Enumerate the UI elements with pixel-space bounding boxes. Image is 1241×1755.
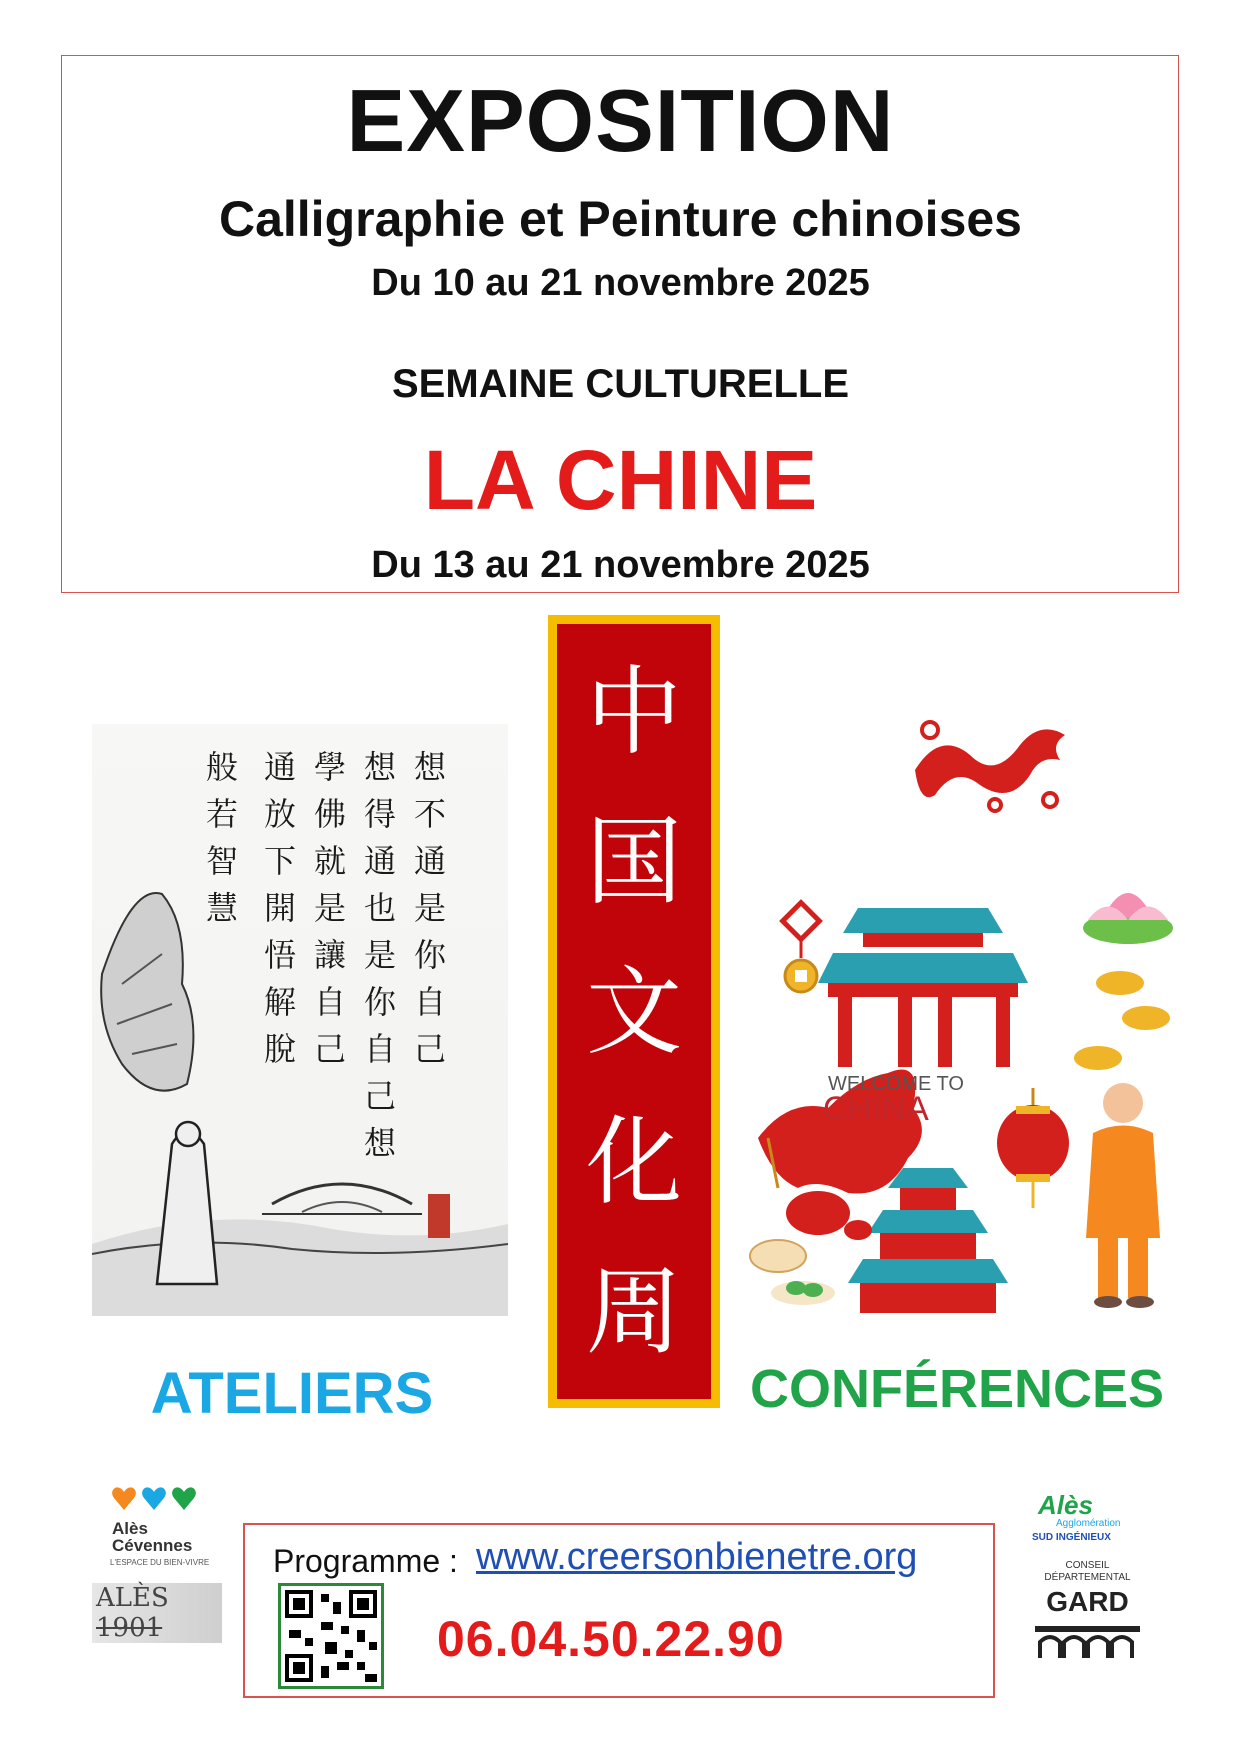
calligraphy-painting bbox=[92, 724, 508, 1316]
conferences-heading: CONFÉRENCES bbox=[750, 1359, 1165, 1419]
ink-landscape-illustration bbox=[92, 724, 508, 1316]
contact-phone: 06.04.50.22.90 bbox=[437, 1611, 785, 1667]
programme-label: Programme : bbox=[273, 1543, 458, 1579]
ales-cevennes-line2: Cévennes bbox=[112, 1536, 193, 1555]
agglo-name: Alès bbox=[1038, 1490, 1093, 1520]
programme-website-link[interactable]: www.creersonbienetre.org bbox=[476, 1536, 918, 1578]
ales-cevennes-line1: Alès bbox=[112, 1519, 148, 1538]
calligraphy-column: 學 佛 就 是 讓 自 己 bbox=[313, 748, 346, 1068]
banner-character: 国 bbox=[586, 806, 682, 918]
conseil-departemental-gard-logo bbox=[1030, 1556, 1145, 1666]
theme-title: LA CHINE bbox=[423, 433, 818, 527]
calligraphy-column: 想 不 通 是 你 自 己 bbox=[413, 748, 446, 1068]
ateliers-heading: ATELIERS bbox=[150, 1361, 434, 1426]
calligraphy-column: 想 得 通 也 是 你 自 己 想 bbox=[363, 748, 396, 1162]
gard-line2: DÉPARTEMENTAL bbox=[1044, 1572, 1131, 1583]
ales-1901-logo bbox=[92, 1583, 222, 1643]
chinese-culture-week-banner bbox=[548, 615, 720, 1408]
semaine-culturelle-label: SEMAINE CULTURELLE bbox=[391, 362, 850, 406]
china-label: CHINA bbox=[823, 1090, 929, 1128]
china-landmarks-illustration bbox=[748, 858, 1180, 1320]
red-dragon-icon bbox=[900, 700, 1080, 820]
welcome-to-label: WELCOME TO bbox=[828, 1073, 964, 1095]
ales-cevennes-tagline: L'ESPACE DU BIEN-VIVRE bbox=[110, 1558, 210, 1567]
semaine-dates: Du 13 au 21 novembre 2025 bbox=[371, 544, 870, 586]
poster-subtitle: Calligraphie et Peinture chinoises bbox=[218, 191, 1022, 247]
poster-title: EXPOSITION bbox=[346, 71, 895, 170]
ales1901-line1: ALÈS bbox=[96, 1583, 169, 1613]
banner-character: 中 bbox=[586, 656, 682, 768]
calligraphy-column: 般 若 智 慧 bbox=[205, 748, 238, 927]
banner-character: 化 bbox=[586, 1106, 682, 1218]
welcome-to-china-illustration bbox=[748, 858, 1180, 1320]
pont-du-gard-icon bbox=[1030, 1622, 1145, 1662]
ales1901-line2: 1901 bbox=[96, 1613, 163, 1643]
ales-agglomeration-logo bbox=[1030, 1490, 1145, 1548]
exposition-dates: Du 10 au 21 novembre 2025 bbox=[371, 262, 870, 304]
three-hearts-icon bbox=[108, 1482, 203, 1522]
agglo-sub: Agglomération bbox=[1056, 1518, 1121, 1529]
qr-code bbox=[278, 1583, 384, 1689]
calligraphy-column: 通 放 下 開 悟 解 脫 bbox=[263, 748, 296, 1068]
gard-name: GARD bbox=[1046, 1586, 1129, 1617]
agglo-sud: SUD INGÉNIEUX bbox=[1032, 1532, 1111, 1543]
banner-character: 周 bbox=[586, 1256, 682, 1368]
gard-line1: CONSEIL bbox=[1065, 1560, 1110, 1571]
banner-character: 文 bbox=[586, 956, 682, 1068]
qr-code-icon bbox=[281, 1586, 381, 1686]
ales-cevennes-logo bbox=[108, 1482, 210, 1572]
